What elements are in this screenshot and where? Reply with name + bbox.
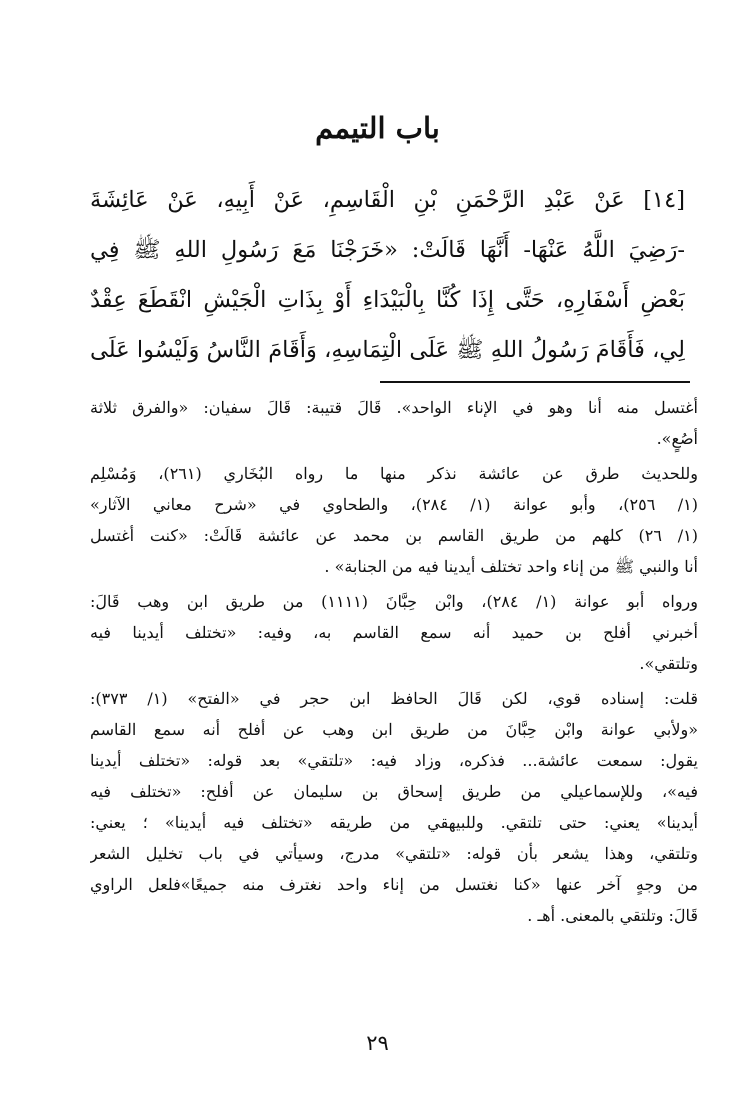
footnote-paragraph (90, 586, 698, 679)
footnote-line: ورواه أبو عوانة (١/ ٢٨٤)، وابْن حِبَّانَ (١١١١) من طريق ابن وهب قَالَ: (90, 592, 698, 611)
footnote-line: أصُعٍ». (656, 429, 698, 448)
hadith-line: -رَضِيَ اللَّهُ عَنْهَا- أَنَّهَا قَالَتْ: «خَرَجْنَا مَعَ رَسُولِ اللهِ ﷺ فِي (90, 237, 685, 263)
chapter-title: باب التيمم (315, 111, 440, 145)
footnote-paragraph (90, 392, 698, 454)
footnote-line: أخبرني أفلح بن حميد أنه سمع القاسم به، وفيه: «تختلف أيدينا فيه (90, 623, 698, 642)
footnote-line: وتلتقي». (639, 654, 698, 673)
footnote-line: وللحديث طرق عن عائشة نذكر منها ما رواه البُخَاري (٢٦١)، وَمُسْلِم (90, 464, 698, 483)
footnote-line: (١/ ٢٦) كلهم من طريق القاسم بن محمد عن عائشة قَالَتْ: «كنت أغتسل (90, 526, 698, 545)
hadith-line: بَعْضِ أَسْفَارِهِ، حَتَّى إِذَا كُنَّا بِالْبَيْدَاءِ أَوْ بِذَاتِ الْجَيْشِ انْقَطَعَ عِقْدٌ (90, 287, 685, 313)
footnote-line: أيدينا» يعني: حتى تلتقي. وللبيهقي من طريقه «تختلف فيه أيدينا» ؛ يعني: (90, 813, 698, 832)
hadith-text (90, 175, 685, 375)
footnote-line: يقول: سمعت عائشة... فذكره، وزاد فيه: «تلتقي» بعد قوله: «تختلف أيدينا (90, 751, 698, 770)
footnote-line: من وجهٍ آخر عنها «كنا نغتسل من إناء واحد نغترف منه جميعًا»فلعل الراوي (90, 875, 698, 894)
hadith-line: لِي، فَأَقَامَ رَسُولُ اللهِ ﷺ عَلَى الْتِمَاسِهِ، وَأَقَامَ النَّاسُ وَلَيْسُوا عَلَى (90, 337, 685, 363)
footnotes (90, 392, 698, 931)
footnote-line: قلت: إسناده قوي، لكن قَالَ الحافظ ابن حجر في «الفتح» (١/ ٣٧٣): (90, 689, 698, 708)
footnote-divider (380, 381, 690, 383)
hadith-line: [١٤] عَنْ عَبْدِ الرَّحْمَنِ بْنِ الْقَاسِمِ، عَنْ أَبِيهِ، عَنْ عَائِشَةَ (90, 187, 685, 213)
footnote-line: وتلتقي، وهذا يشعر بأن قوله: «تلتقي» مدرج، وسيأتي في باب تخليل الشعر (90, 844, 698, 863)
footnote-line: (١/ ٢٥٦)، وأبو عوانة (١/ ٢٨٤)، والطحاوي في «شرح معاني الآثار» (90, 495, 698, 514)
footnote-line: أنا والنبي ﷺ من إناء واحد تختلف أيدينا فيه من الجنابة» . (324, 557, 698, 576)
page-number: ٢٩ (366, 1031, 389, 1055)
footnote-line: قَالَ: وتلتقي بالمعنى. أهـ . (527, 906, 698, 925)
footnote-paragraph (90, 683, 698, 931)
footnote-line: أغتسل منه أنا وهو في الإناء الواحد». قَالَ قتيبة: قَالَ سفيان: «والفرق ثلاثة (90, 398, 698, 417)
footnote-line: فيه»، وللإسماعيلي من طريق إسحاق بن سليمان عن أفلح: «تختلف فيه (90, 782, 698, 801)
footnote-line: «ولأبي عوانة وابْن حِبَّانَ من طريق ابن وهب عن أفلح أنه سمع القاسم (90, 720, 698, 739)
footnote-paragraph (90, 458, 698, 582)
